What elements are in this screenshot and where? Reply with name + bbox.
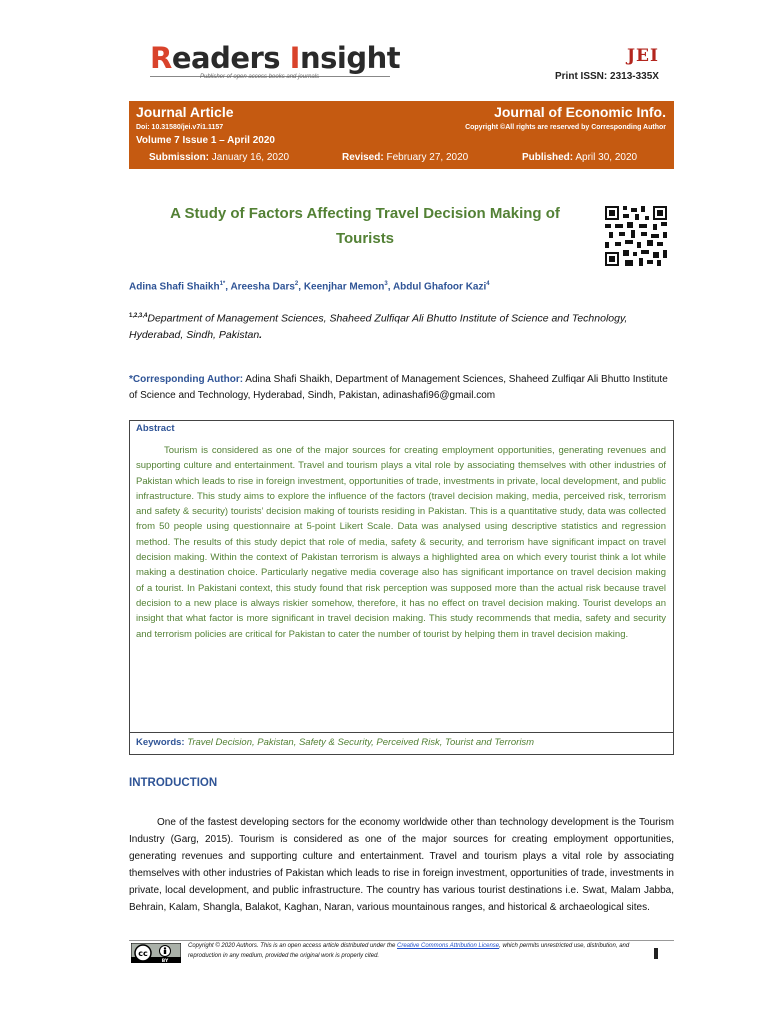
author-list: Adina Shafi Shaikh$^{1*}$, Areesha Dars$^2$, Keenjhar Memon$^3$, Abdul Ghafoor Kazi$^4$ xyxy=(129,281,490,293)
issn: Print ISSN: 2313-335X xyxy=(555,71,659,82)
journal-abbreviation: JEI xyxy=(627,46,659,66)
title-line-2: Tourists xyxy=(335,230,395,247)
keywords-values: Travel Decision, Pakistan, Safety & Security, Perceived Risk, Tourist and Terrorism xyxy=(184,737,535,748)
abstract-heading: Abstract xyxy=(136,423,175,434)
author-2: Areesha Dars xyxy=(230,281,295,293)
author-1: Adina Shafi Shaikh xyxy=(129,281,220,293)
by-badge: BY xyxy=(161,959,169,963)
qr-code-icon[interactable] xyxy=(605,206,667,266)
keywords-label: Keywords: xyxy=(136,737,185,748)
affiliation-end: . xyxy=(259,328,263,341)
article-title xyxy=(140,201,590,251)
title-line-1: A Study of Factors Affecting Travel Decision Making of xyxy=(170,205,560,222)
volume-issue: Volume 7 Issue 1 – April 2020 xyxy=(136,135,275,146)
journal-header-band xyxy=(129,101,674,169)
introduction-paragraph: One of the fastest developing sectors for the economy worldwide other than technology development is the Tourism Industry (Garg, 2015). Tourism is considered as one of the major sources for creating employment opportunities, generating revenues and supporting culture and entertainment. Travel and tourism plays a vital role by associating themselves with other industries of Pakistan which leads to rise in foreign investment, opportunities of trade, investments in private, local development, and public infrastructure. The country has various tourist destinations i.e. Swat, Malam Jabba, Behrain, Kalam, Shangla, Balakot, Kaghan, Naran, various mountainous ranges, and historical & archaeological sites. xyxy=(129,817,674,913)
license-link[interactable]: Creative Commons Attribution License xyxy=(396,943,500,949)
abstract-divider xyxy=(130,732,673,733)
publisher-logo: Readers Insight xyxy=(150,41,401,75)
author-1-sup: 1* xyxy=(219,281,226,287)
footer-license-text xyxy=(188,941,658,961)
page-marker xyxy=(654,948,658,959)
submission-date: Submission: January 16, 2020 xyxy=(149,152,290,163)
cc-badge: cc xyxy=(138,949,148,958)
author-3-sup: 3 xyxy=(384,281,388,287)
footer-text-after: , which permits unrestricted use, distribution, and reproduction in any medium, provided the original work is properly cited. xyxy=(188,943,630,959)
abstract-text: Tourism is considered as one of the major sources for creating employment opportunities, generating revenues and supporting culture and entertainment. Travel and tourism plays a vital role by associating themselves with other industries of Pakistan which leads to rise in foreign investment, opportunities of trade, investments in private, local development, and public infrastructure. This study aims to explore the influence of the factors (travel decision making, media, perceived risk, terrorism and safety & security) tourists’ decision making of tourists residing in Pakistan. This is a quantitative study, data was collected from 50 people using questionnaire at 5-point Likert Scale. Data was analysed using descriptive statistics and regression method. The results of this study depict that role of media, safety & security, and terrorism have significant impact on travel decision making. Within the context of Pakistan terrorism is always a highlighted area on which every tourist think a lot while making a destination choice. Particularly negative media coverage also has significant importance on travel decision making of a tourist. In Pakistani context, this study found that risk perception was supposed more than the actual risk because travel decision to a new place is always riskier somehow, therefore, it has no effect on travel decision making. Tourist develops an insight that what factor is more significant in travel decision making. This study recommends that media, safety and security and terrorism policies are critical for Pakistan to cater the number of tourist by helping them in travel decision making. xyxy=(136,445,666,640)
logo-tagline: Publisher of open access books and journals xyxy=(200,74,320,80)
doi[interactable]: Doi: 10.31580/jei.v7i1.1157 xyxy=(136,124,224,131)
copyright-note: Copyright ©All rights are reserved by Corresponding Author xyxy=(465,124,666,131)
author-4: Abdul Ghafoor Kazi xyxy=(392,281,487,293)
author-2-sup: 2 xyxy=(294,281,299,287)
affiliation-text: Department of Management Sciences, Shaheed Zulfiqar Ali Bhutto Institute of Science and Technology, Hyderabad, Sindh, Pakistan xyxy=(129,312,628,341)
introduction-heading: INTRODUCTION xyxy=(129,777,218,789)
published-date: Published: April 30, 2020 xyxy=(522,152,638,163)
corresponding-author xyxy=(129,372,674,404)
corresponding-text: Adina Shafi Shaikh, Department of Management Sciences, Shaheed Zulfiqar Ali Bhutto Institute of Science and Technology, Hyderabad, Sindh, Pakistan, adinashafi96@gmail.com xyxy=(129,374,668,401)
corresponding-label: *Corresponding Author: xyxy=(129,374,244,385)
cc-by-license-icon[interactable] xyxy=(131,943,181,963)
affiliation xyxy=(129,308,649,343)
revised-date: Revised: February 27, 2020 xyxy=(342,152,469,163)
affiliation-sup: 1,2,3,4 xyxy=(129,313,148,319)
abstract-box xyxy=(129,420,674,755)
date-row xyxy=(129,152,674,166)
author-4-sup: 4 xyxy=(486,281,490,287)
keywords xyxy=(136,737,534,748)
article-type: Journal Article xyxy=(136,104,234,120)
author-3: Keenjhar Memon xyxy=(303,281,385,293)
footer-text-before: Copyright © 2020 Authors. This is an open access article distributed under the xyxy=(188,943,397,949)
journal-name: Journal of Economic Info. xyxy=(494,104,666,120)
